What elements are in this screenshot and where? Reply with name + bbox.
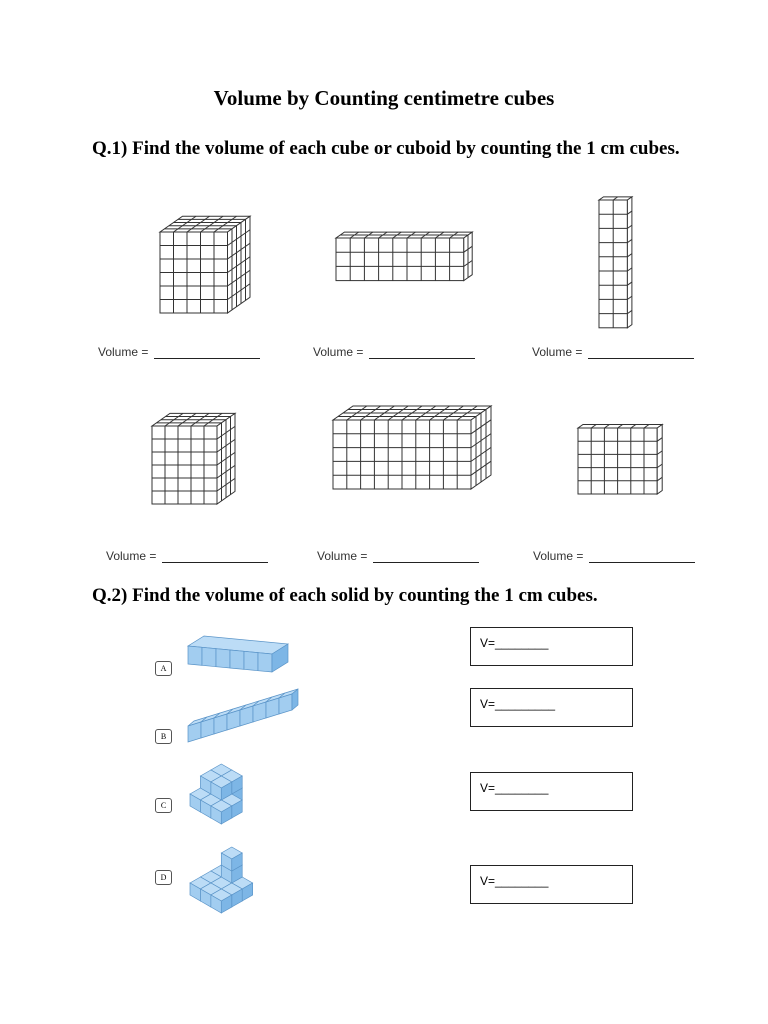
volume-label: Volume = — [106, 549, 157, 563]
answer-box-c[interactable] — [470, 772, 633, 811]
cuboid-e-figure — [333, 406, 491, 489]
cuboid-f-figure — [578, 425, 662, 495]
cuboid-side-face — [627, 197, 632, 328]
answer-blank[interactable] — [373, 550, 479, 563]
cuboid-front-face — [336, 238, 464, 281]
solid-label-a: A — [155, 661, 172, 676]
solid-label-d: D — [155, 870, 172, 885]
volume-answer-6 — [533, 549, 695, 563]
question-2-prompt: Q.2) Find the volume of each solid by counting the 1 cm cubes. — [92, 585, 598, 606]
solid-a — [188, 636, 288, 672]
cuboid-c-figure — [599, 197, 632, 328]
cuboid-d-figure — [152, 413, 235, 504]
cube-front — [244, 651, 258, 670]
volume-answer-3 — [532, 345, 694, 359]
answer-blank[interactable] — [162, 550, 268, 563]
answer-box-d[interactable] — [470, 865, 633, 904]
cube-front — [188, 646, 202, 665]
cuboid-b-figure — [336, 232, 472, 280]
answer-blank[interactable] — [369, 346, 475, 359]
volume-label: Volume = — [317, 549, 368, 563]
answer-box-a[interactable] — [470, 627, 633, 666]
answer-blank[interactable] — [154, 346, 260, 359]
cuboid-side-face — [657, 425, 662, 495]
cube-front — [230, 650, 244, 669]
answer-blank[interactable] — [588, 346, 694, 359]
answer-blank[interactable] — [589, 550, 695, 563]
cube-front — [202, 647, 216, 666]
cube-front — [216, 649, 230, 668]
solid-label-c: C — [155, 798, 172, 813]
answer-box-text: V=________ — [480, 781, 549, 795]
answer-box-text: V=_________ — [480, 697, 556, 711]
volume-label: Volume = — [98, 345, 149, 359]
volume-answer-5 — [317, 549, 479, 563]
volume-label: Volume = — [533, 549, 584, 563]
solid-b — [188, 689, 298, 742]
volume-label: Volume = — [313, 345, 364, 359]
answer-box-text: V=________ — [480, 636, 549, 650]
cube-front — [258, 653, 272, 672]
volume-answer-2 — [313, 345, 475, 359]
solid-d — [190, 847, 253, 913]
solid-c — [190, 764, 242, 824]
volume-answer-4 — [106, 549, 268, 563]
question-1-prompt: Q.1) Find the volume of each cube or cuboid by counting the 1 cm cubes. — [92, 138, 680, 159]
page-title: Volume by Counting centimetre cubes — [213, 86, 555, 110]
solid-label-b: B — [155, 729, 172, 744]
answer-box-b[interactable] — [470, 688, 633, 727]
cuboid-a-figure — [160, 216, 250, 313]
volume-label: Volume = — [532, 345, 583, 359]
volume-answer-1 — [98, 345, 260, 359]
answer-box-text: V=________ — [480, 874, 549, 888]
